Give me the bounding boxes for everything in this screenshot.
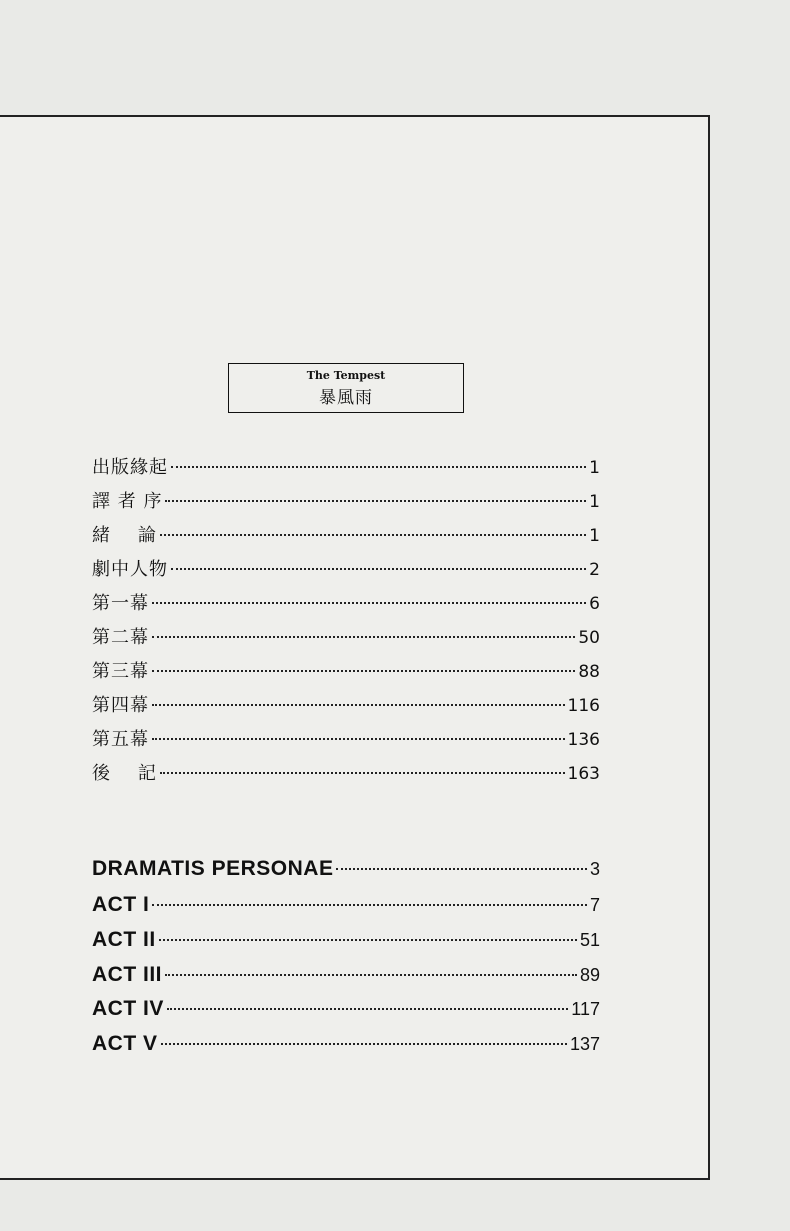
dot-leader	[152, 704, 565, 706]
toc-label: 第五幕	[92, 729, 149, 750]
toc-page-number: 1	[589, 492, 600, 512]
book-title-english: The Tempest	[306, 369, 386, 382]
dot-leader	[152, 738, 565, 740]
toc-entry-chinese[interactable]	[92, 691, 600, 721]
toc-entry-chinese[interactable]	[92, 555, 600, 585]
toc-label: 譯 者 序	[92, 491, 163, 512]
toc-label: DRAMATIS PERSONAE	[92, 857, 334, 880]
toc-label: ACT V	[92, 1032, 158, 1055]
toc-entry-chinese[interactable]	[92, 487, 600, 517]
dot-leader	[171, 568, 586, 570]
toc-label: ACT I	[92, 893, 150, 916]
toc-entry-english[interactable]	[92, 963, 600, 993]
toc-page-number: 136	[567, 730, 600, 750]
toc-entry-english[interactable]	[92, 997, 600, 1027]
toc-entry-chinese[interactable]	[92, 521, 600, 551]
toc-entry-chinese[interactable]	[92, 657, 600, 687]
toc-entry-english[interactable]	[92, 893, 600, 923]
toc-entry-english[interactable]	[92, 1032, 600, 1062]
toc-label: 後 記	[92, 763, 157, 784]
toc-label: 緒 論	[92, 525, 157, 546]
toc-page-number: 50	[578, 628, 600, 648]
toc-label: 第一幕	[92, 593, 149, 614]
dot-leader	[165, 500, 586, 502]
book-title-chinese: 暴風雨	[319, 388, 373, 408]
toc-page-number: 137	[569, 1034, 600, 1054]
toc-page-number: 1	[589, 526, 600, 546]
toc-page-number: 117	[571, 999, 600, 1019]
toc-entry-chinese[interactable]	[92, 589, 600, 619]
dot-leader	[171, 466, 586, 468]
toc-page-number: 89	[579, 965, 600, 985]
book-title-box	[228, 363, 464, 413]
dot-leader	[167, 1008, 568, 1010]
dot-leader	[160, 772, 565, 774]
toc-page-number: 1	[589, 458, 600, 478]
toc-label: 第二幕	[92, 627, 149, 648]
toc-page-number: 2	[589, 560, 600, 580]
dot-leader	[161, 1043, 567, 1045]
toc-label: 出版緣起	[92, 457, 168, 478]
toc-label: 劇中人物	[92, 559, 168, 580]
toc-page-number: 163	[567, 764, 600, 784]
toc-page-number: 88	[578, 662, 600, 682]
toc-page-number: 6	[589, 594, 600, 614]
dot-leader	[152, 602, 586, 604]
dot-leader	[152, 670, 575, 672]
dot-leader	[152, 904, 587, 906]
toc-entry-chinese[interactable]	[92, 623, 600, 653]
dot-leader	[152, 636, 575, 638]
toc-entry-chinese[interactable]	[92, 725, 600, 755]
toc-label: 第四幕	[92, 695, 149, 716]
toc-entry-english[interactable]	[92, 928, 600, 958]
toc-entry-english[interactable]	[92, 857, 600, 887]
toc-label: ACT II	[92, 928, 156, 951]
toc-entry-chinese[interactable]	[92, 453, 600, 483]
toc-label: ACT IV	[92, 997, 164, 1020]
toc-page-number: 116	[567, 696, 600, 716]
toc-page-number: 51	[579, 930, 600, 950]
toc-label: 第三幕	[92, 661, 149, 682]
toc-entry-chinese[interactable]	[92, 759, 600, 789]
toc-page-number: 3	[589, 859, 600, 879]
toc-label: ACT III	[92, 963, 162, 986]
dot-leader	[165, 974, 577, 976]
dot-leader	[160, 534, 586, 536]
toc-page-number: 7	[589, 895, 600, 915]
dot-leader	[336, 868, 587, 870]
dot-leader	[159, 939, 577, 941]
